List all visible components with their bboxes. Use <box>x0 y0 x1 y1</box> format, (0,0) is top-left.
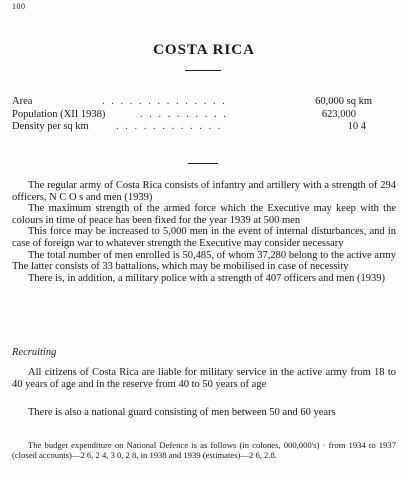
stat-row-area <box>12 96 400 109</box>
paragraph: There is also a national guard consisting of men between 50 and 60 years <box>28 407 336 418</box>
recruiting-heading: Recruiting <box>12 347 57 358</box>
paragraph: There is, in addition, a military police with a strength of 407 officers and men (1939) <box>28 272 386 284</box>
paragraph: The regular army of Costa Rica consists of infantry and artillery with a strength of 294 officers, N C O s and men (1939) <box>12 180 396 203</box>
stat-value: 60,000 sq km <box>315 96 372 107</box>
section-rule <box>188 163 218 164</box>
leader-dots: . . . . . . . . . . . . <box>116 121 223 132</box>
army-section <box>12 180 396 284</box>
stat-value: 623,000 <box>321 108 356 120</box>
recruiting-paragraph <box>12 367 396 392</box>
leader-dots: . . . . . . . . . . <box>140 108 228 120</box>
stat-value: 10 4 <box>347 121 366 132</box>
stat-row-density <box>12 121 400 134</box>
page-number: 100 <box>12 2 26 11</box>
paragraph: This force may be increased to 5,000 men in the event of internal disturbances, and in case of foreign war to whatever strength the Executive may consider necessary <box>12 226 396 249</box>
footnote-text: The budget expenditure on National Defence is as follows (in colones, 000,000's) · from 1934 to 1937 (closed accounts)—2 6, 2 4, 3 0, 2 8, in 1938 and 1939 (estimates)—2 6, 2.8. <box>12 440 396 461</box>
page-title: COSTA RICA <box>153 42 255 58</box>
stat-row-population <box>12 109 400 122</box>
leader-dots: . . . . . . . . . . . . . . <box>102 96 227 107</box>
title-rule <box>185 70 221 71</box>
national-guard-paragraph <box>12 407 396 419</box>
paragraph: The total number of men enrolled is 50,485, of whom 37,280 belong to the active army The latter consists of 33 battalions, which may be mobilised in case of necessity <box>12 249 396 273</box>
stat-label: Density per sq km <box>12 121 89 132</box>
paragraph: The maximum strength of the armed force which the Executive may keep with the colours in time of peace has been fixed for the year 1939 at 500 men <box>12 203 396 226</box>
stats-table <box>12 96 400 134</box>
stat-label: Area <box>12 96 33 107</box>
paragraph: All citizens of Costa Rica are liable for military service in the active army from 18 to 40 years of age and in the reserve from 40 to 50 years of age <box>12 367 396 391</box>
stat-label: Population (XII 1938) <box>12 108 106 120</box>
budget-footnote <box>12 440 396 461</box>
